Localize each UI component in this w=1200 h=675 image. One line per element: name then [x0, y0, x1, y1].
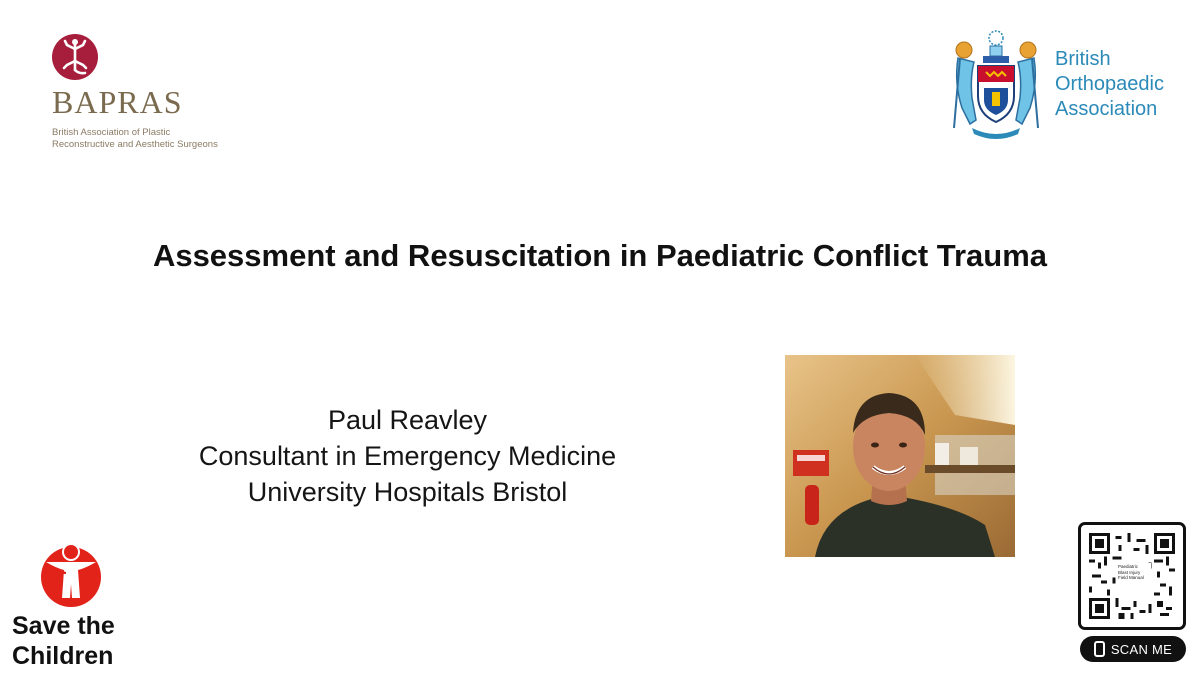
- stc-name-line2: Children: [12, 642, 114, 670]
- boa-name-line1: British: [1055, 48, 1111, 70]
- qr-center-label: [1117, 563, 1151, 589]
- qr-label-line1: Paediatric: [1118, 564, 1139, 569]
- scan-me-label: SCAN ME: [1110, 641, 1173, 657]
- boa-logo: [950, 28, 1180, 143]
- phone-icon: [1094, 641, 1105, 657]
- speaker-role: Consultant in Emergency Medicine: [198, 441, 617, 471]
- speaker-info: [130, 402, 685, 510]
- speaker-name: Paul Reavley: [327, 405, 488, 435]
- boa-name-line3: Association: [1055, 98, 1158, 120]
- bapras-name: BAPRAS: [52, 84, 183, 120]
- coat-of-arms-icon: [950, 28, 1042, 140]
- gecko-emblem-icon: [52, 34, 98, 80]
- scan-me-badge[interactable]: [1080, 636, 1186, 662]
- boa-name-line2: Orthopaedic: [1055, 73, 1164, 95]
- slide-title: Assessment and Resuscitation in Paediatric Conflict Trauma: [152, 238, 1048, 273]
- qr-label-line3: Field Manual: [1118, 575, 1144, 580]
- save-the-children-logo: [10, 540, 150, 670]
- bapras-subtitle-line1: British Association of Plastic: [52, 127, 171, 138]
- speaker-photo: [785, 355, 1015, 557]
- speaker-institution: University Hospitals Bristol: [247, 477, 568, 507]
- qr-label-line2: Blast Injury: [1118, 569, 1141, 575]
- bapras-subtitle-line2: Reconstructive and Aesthetic Surgeons: [52, 139, 218, 150]
- stc-name-line1: Save the: [12, 612, 115, 640]
- child-figure-icon: [38, 540, 104, 610]
